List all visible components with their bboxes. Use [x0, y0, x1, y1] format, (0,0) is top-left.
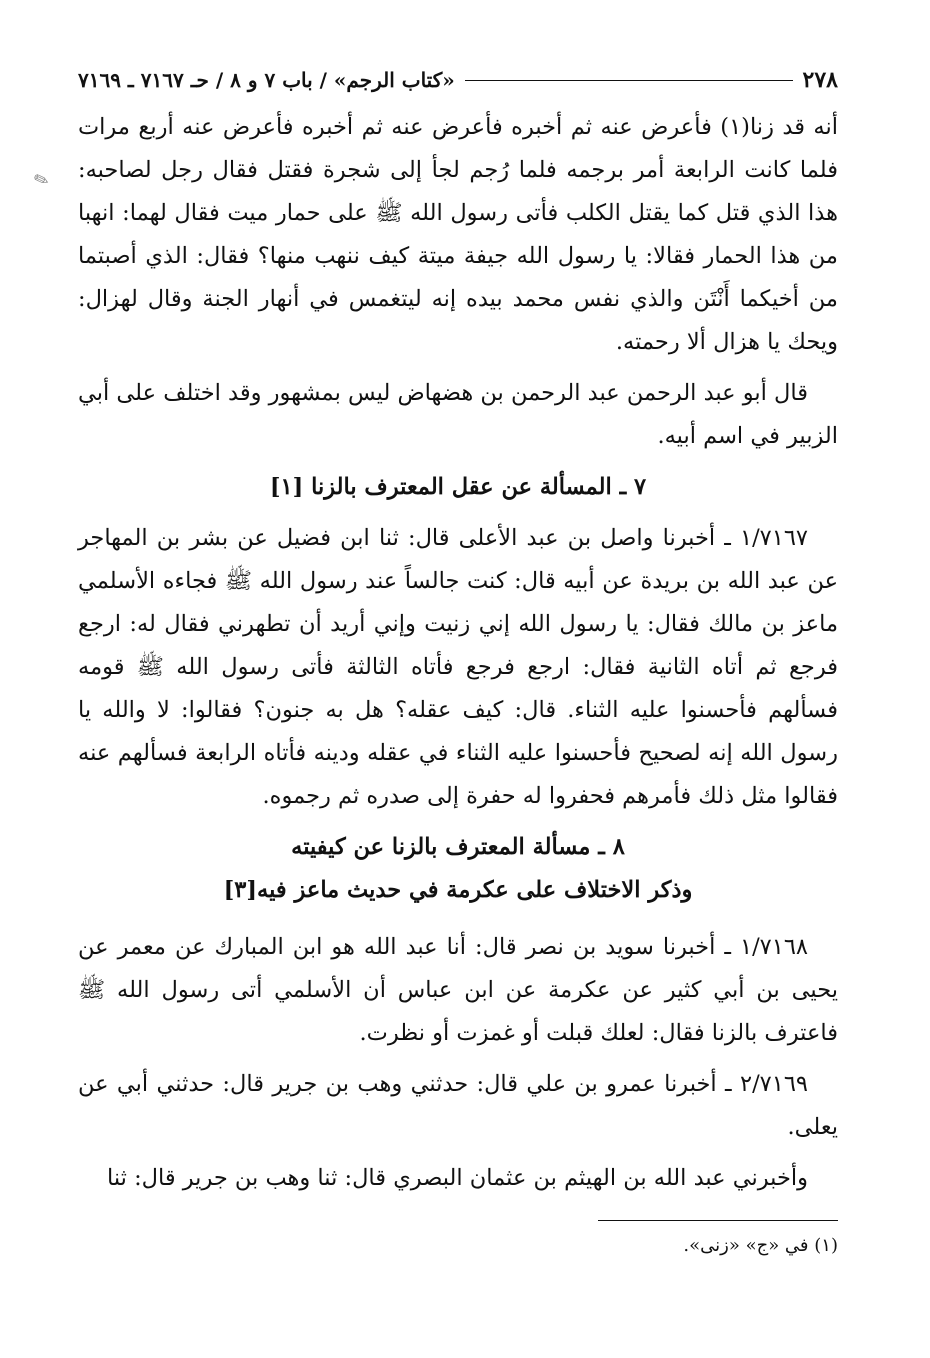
- section-heading-7: ٧ ـ المسألة عن عقل المعترف بالزنا [١]: [269, 474, 647, 500]
- hadith-7167: ١/٧١٦٧ ـ أخبرنا واصل بن عبد الأعلى قال: ثنا ابن فضيل عن بشر بن المهاجر عن عبد الله بن بريدة عن أبيه قال: كنت جالساً عند رسول الله ﷺ فجاءه الأسلمي ماعز بن مالك فقال: يا رسول الله إني زنيت وإني أريد أن تطهرني فقال له: ارجع فرجع ثم أتاه الثانية فقال: ارجع فرجع فأتاه الثالثة فأتى رسول الله ﷺ قومه فسألهم فأحسنوا عليه الثناء. قال: كيف عقله؟ هل به جنون؟ فقالوا: لا والله يا رسول الله إنه لصحيح فأحسنوا عليه الثناء في عقله ودينه فأتاه الرابعة فسألهم عنه فقالوا مثل ذلك فأمرهم فحفروا له حفرة إلى صدره ثم رجموه.: [78, 525, 838, 809]
- margin-annotation-mark: ✎: [30, 168, 53, 193]
- paragraph-2: قال أبو عبد الرحمن عبد الرحمن بن هضهاض ليس بمشهور وقد اختلف على أبي الزبير في اسم أبيه.: [78, 380, 838, 449]
- footnote: (١) في «ج» «زنى».: [683, 1235, 838, 1256]
- paragraph-1: أنه قد زنا(١) فأعرض عنه ثم أخبره فأعرض عنه ثم أخبره فأعرض عنه أربع مرات فلما كانت الرابعة أمر برجمه فلما رُجم لجأ إلى شجرة فقتل فقال رجل لصاحبه: هذا الذي قتل كما يقتل الكلب فأتى رسول الله ﷺ على حمار ميت فقال لهما: انهبا من هذا الحمار فقالا: يا رسول الله جيفة ميتة كيف ننهب منها؟ فقال: الذي أصبتما من أخيكما أَنْتَن والذي نفس محمد بيده إنه ليتغمس في أنهار الجنة وقال لهزال: ويحك يا هزال ألا رحمته.: [78, 114, 838, 355]
- footnote-rule: [598, 1220, 838, 1221]
- document-page: [78, 62, 838, 1263]
- running-title: «كتاب الرجم» / باب ٧ و ٨ / حـ ٧١٦٧ ـ ٧١٦٩: [78, 68, 455, 92]
- hadith-7169: ٢/٧١٦٩ ـ أخبرنا عمرو بن علي قال: حدثني وهب بن جرير قال: حدثني أبي عن يعلى.: [78, 1071, 838, 1140]
- paragraph-chain: وأخبرني عبد الله بن الهيثم بن عثمان البصري قال: ثنا وهب بن جرير قال: ثنا: [107, 1165, 808, 1191]
- section-subheading-8: وذكر الاختلاف على عكرمة في حديث ماعز فيه[٣]: [223, 877, 693, 903]
- running-header: [78, 62, 838, 98]
- page-number: ٢٧٨: [802, 67, 838, 93]
- header-rule: [465, 80, 793, 81]
- hadith-7168: ١/٧١٦٨ ـ أخبرنا سويد بن نصر قال: أنا عبد الله هو ابن المبارك عن معمر عن يحيى بن أبي كثير عن عكرمة عن ابن عباس أن الأسلمي أتى رسول الله ﷺ فاعترف بالزنا فقال: لعلك قبلت أو غمزت أو نظرت.: [78, 934, 838, 1046]
- section-heading-8: ٨ ـ مسألة المعترف بالزنا عن كيفيته: [291, 834, 625, 860]
